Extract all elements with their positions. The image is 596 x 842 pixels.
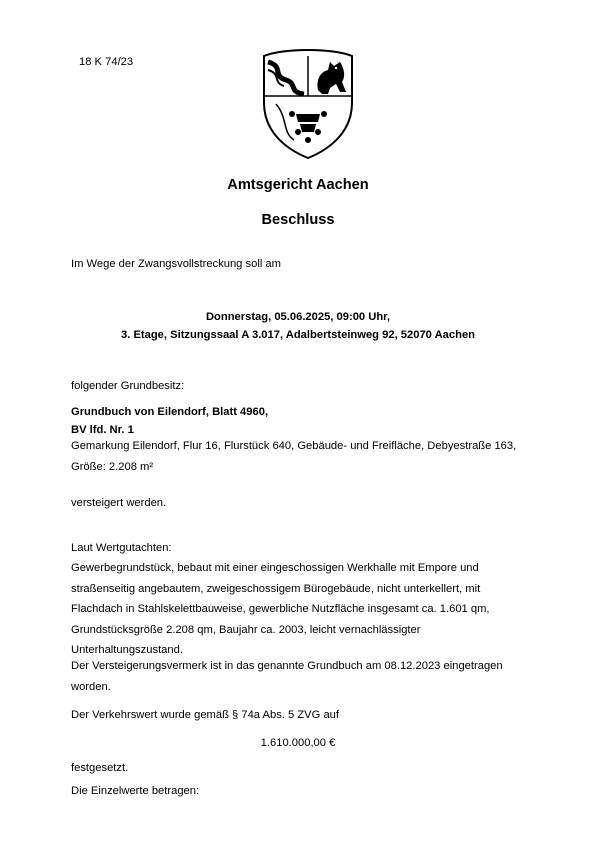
market-value-fixed: festgesetzt.	[71, 762, 129, 774]
land-register: Grundbuch von Eilendorf, Blatt 4960,	[71, 406, 269, 418]
registry-note: Der Versteigerungsvermerk ist in das genannte Grundbuch am 08.12.2023 eingetragen worden.	[71, 660, 503, 693]
auction-date: Donnerstag, 05.06.2025, 09:00 Uhr,	[205, 311, 391, 323]
coat-of-arms-icon	[258, 48, 358, 160]
individual-values-heading: Die Einzelwerte betragen:	[71, 785, 200, 797]
intro-text: Im Wege der Zwangsvollstreckung soll am	[71, 258, 281, 270]
parcel-description: Gemarkung Eilendorf, Flur 16, Flurstück 640, Gebäude- und Freifläche, Debyestraße 163, Größe: 2.208 m²	[71, 440, 517, 473]
document-type: Beschluss	[261, 212, 335, 228]
appraisal-description: Gewerbegrundstück, bebaut mit einer eingeschossigen Werkhalle mit Empore und straßenseitig angebautem, zweigeschossigem Bürogebäude, nicht unterkellert, mit Flachdach in Stahlskelettbauweise, gewerbliche Nutzfläche insgesamt ca. 1.601 qm, Grundstücksgröße 2.208 qm, Baujahr ca. 2003, leicht vernachlässigter Unterhaltungszustand.	[71, 562, 490, 657]
appraisal-heading: Laut Wertgutachten:	[71, 542, 172, 554]
market-value-intro: Der Verkehrswert wurde gemäß § 74a Abs. 5 ZVG auf	[71, 709, 340, 721]
market-value-amount: 1.610.000,00 €	[260, 737, 336, 749]
bv-number: BV lfd. Nr. 1	[71, 424, 134, 436]
case-number: 18 K 74/23	[79, 56, 134, 68]
auctioned-text: versteigert werden.	[71, 497, 167, 509]
auction-location: 3. Etage, Sitzungssaal A 3.017, Adalbertsteinweg 92, 52070 Aachen	[121, 329, 475, 341]
property-intro: folgender Grundbesitz:	[71, 380, 185, 392]
court-name: Amtsgericht Aachen	[227, 177, 369, 193]
